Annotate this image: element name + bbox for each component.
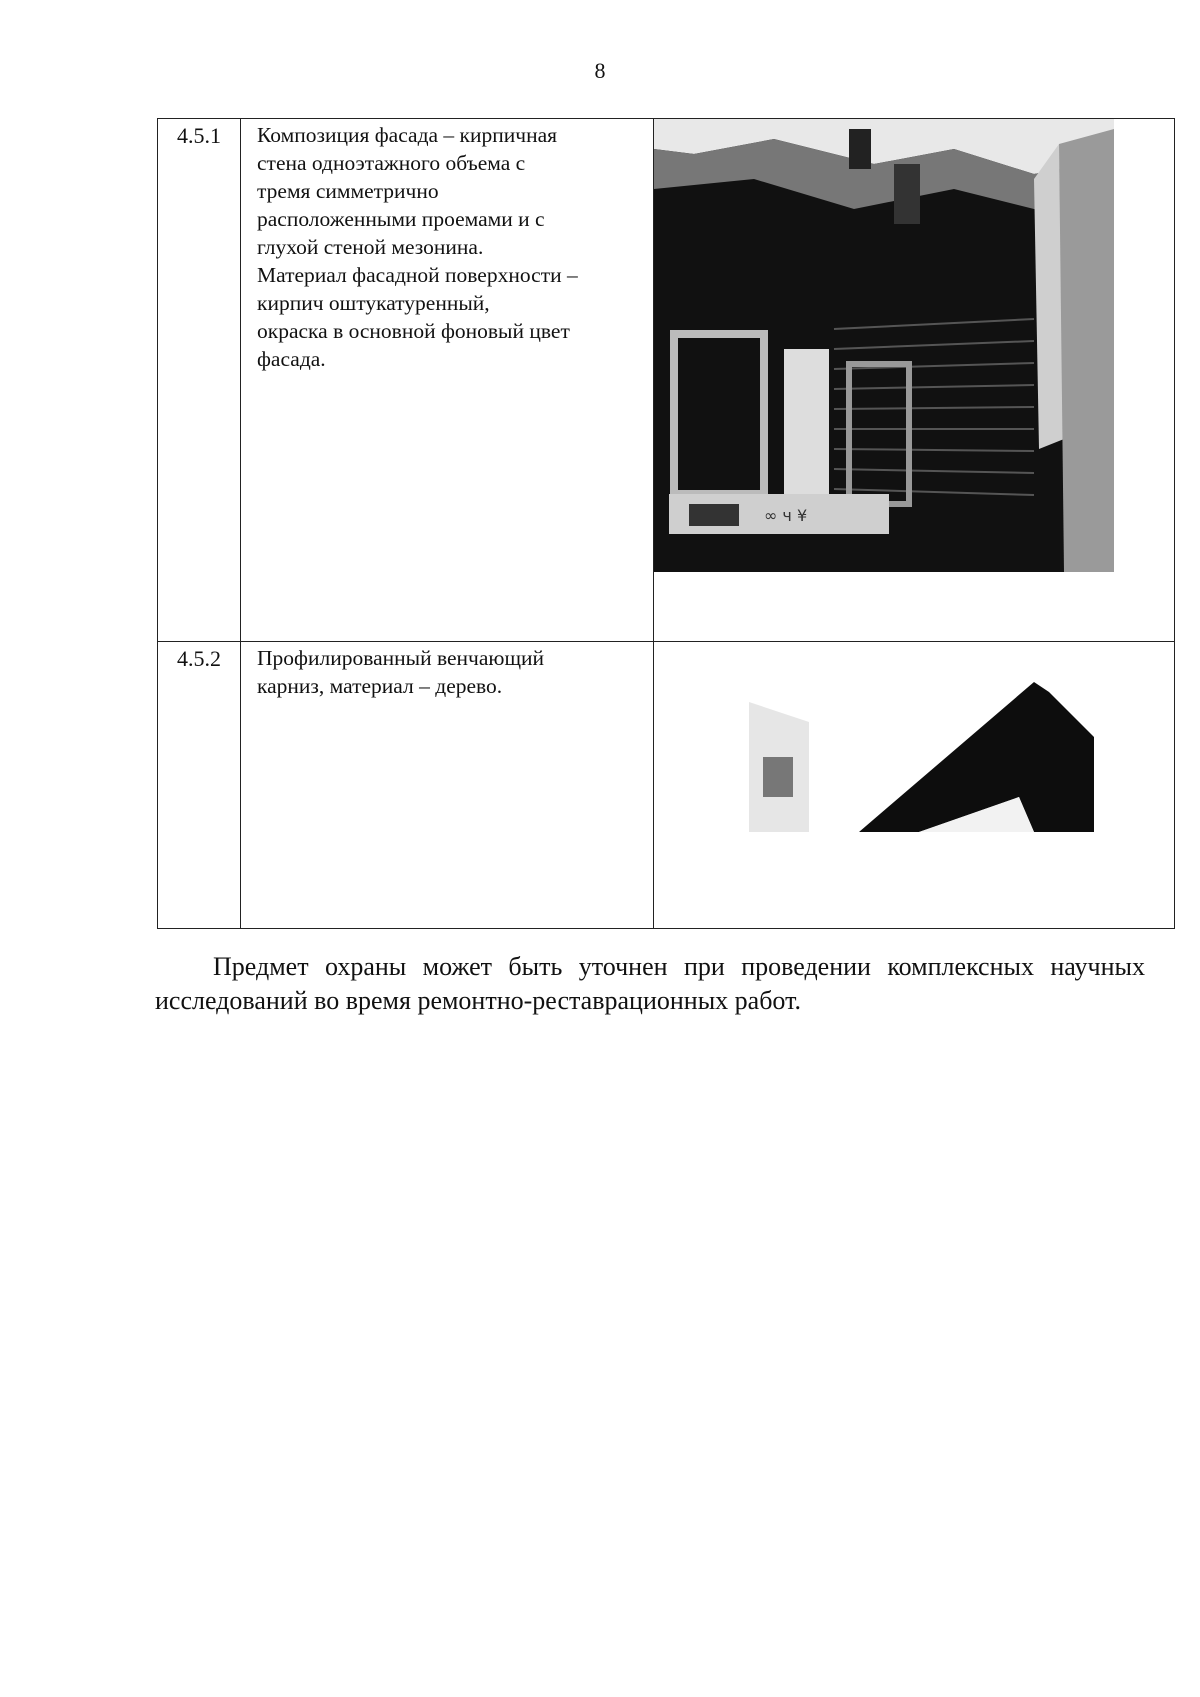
- description-line: окраска в основной фоновый цвет: [257, 319, 570, 343]
- description-line: глухой стеной мезонина.: [257, 235, 484, 259]
- cornice-photo: [749, 682, 1099, 832]
- facade-photo: [654, 119, 1114, 572]
- description-line: расположенными проемами и с: [257, 207, 545, 231]
- description-line: карниз, материал – дерево.: [257, 674, 503, 698]
- protection-note: [155, 950, 1145, 1018]
- protection-items-table: [157, 118, 1175, 929]
- table-row: [158, 642, 1175, 929]
- description-line: стена одноэтажного объема с: [257, 151, 526, 175]
- cornice-photo-cell: [654, 642, 1175, 929]
- page-number: 8: [594, 58, 606, 83]
- item-description: [241, 642, 654, 929]
- item-description: [241, 119, 654, 642]
- description-line: тремя симметрично: [257, 179, 439, 203]
- description-line: фасада.: [257, 347, 326, 371]
- svg-text:∞ ч ¥: ∞ ч ¥: [764, 506, 808, 525]
- table-row: [158, 119, 1175, 642]
- note-text: Предмет охраны может быть уточнен при проведении комплексных научных исследований во время ремонтно-реставрационных работ.: [155, 952, 1145, 1015]
- item-number: 4.5.2: [158, 642, 241, 929]
- description-line: Композиция фасада – кирпичная: [257, 123, 558, 147]
- description-line: кирпич оштукатуренный,: [257, 291, 490, 315]
- description-line: Материал фасадной поверхности –: [257, 263, 578, 287]
- item-number: 4.5.1: [158, 119, 241, 642]
- facade-photo-cell: [654, 119, 1175, 642]
- description-line: Профилированный венчающий: [257, 646, 545, 670]
